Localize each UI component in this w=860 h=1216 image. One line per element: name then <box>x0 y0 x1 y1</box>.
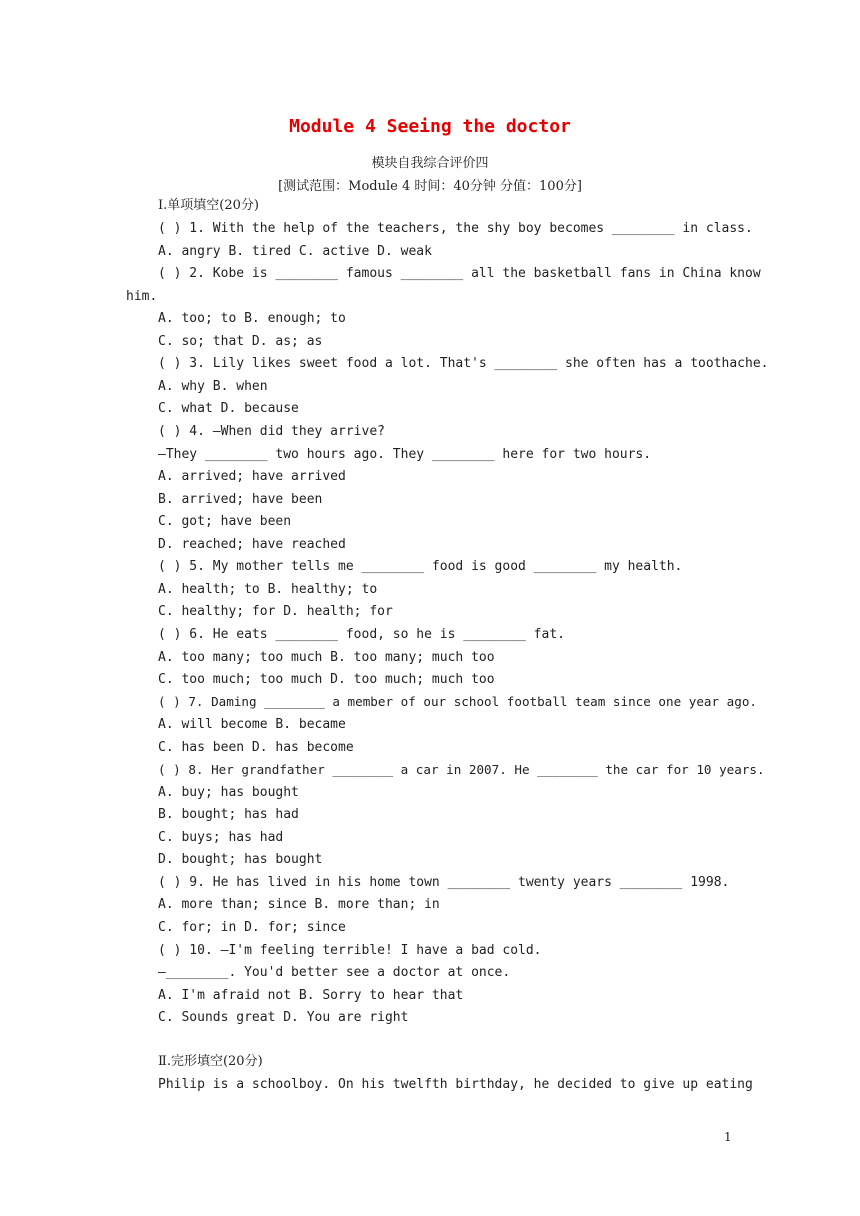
question-8-option-d: D. bought; has bought <box>158 852 323 867</box>
question-5-options-ab: A. health; to B. healthy; to <box>158 582 378 597</box>
question-4-option-a: A. arrived; have arrived <box>158 469 346 484</box>
section-2-heading: Ⅱ.完形填空(20分) <box>158 1054 263 1069</box>
document-title: Module 4 Seeing the doctor <box>289 116 571 137</box>
question-2-options-ab: A. too; to B. enough; to <box>158 311 346 326</box>
question-9-options-cd: C. for; in D. for; since <box>158 920 346 935</box>
question-8: ( ) 8. Her grandfather ________ a car in 2007. He ________ the car for 10 years. <box>158 762 765 777</box>
question-6-options-cd: C. too much; too much D. too much; much too <box>158 672 495 687</box>
question-5-options-cd: C. healthy; for D. health; for <box>158 604 393 619</box>
question-4-option-b: B. arrived; have been <box>158 492 323 507</box>
question-6: ( ) 6. He eats ________ food, so he is ________ fat. <box>158 627 565 642</box>
question-9-options-ab: A. more than; since B. more than; in <box>158 897 440 912</box>
question-7: ( ) 7. Daming ________ a member of our school football team since one year ago. <box>158 694 757 709</box>
question-4-continued: —They ________ two hours ago. They ________ here for two hours. <box>158 447 652 462</box>
question-3-options-cd: C. what D. because <box>158 401 299 416</box>
question-7-options-ab: A. will become B. became <box>158 717 346 732</box>
question-3: ( ) 3. Lily likes sweet food a lot. That's ________ she often has a toothache. <box>158 356 769 371</box>
question-10-options-ab: A. I'm afraid not B. Sorry to hear that <box>158 988 464 1003</box>
question-2-continued: him. <box>126 289 158 304</box>
test-scope: [测试范围：Module 4 时间：40分钟 分值：100分] <box>278 179 582 194</box>
question-5: ( ) 5. My mother tells me ________ food is good ________ my health. <box>158 559 683 574</box>
question-10-options-cd: C. Sounds great D. You are right <box>158 1010 409 1025</box>
question-3-options-ab: A. why B. when <box>158 379 268 394</box>
question-8-option-a: A. buy; has bought <box>158 785 299 800</box>
section-1-heading: Ⅰ.单项填空(20分) <box>158 198 259 213</box>
question-1: ( ) 1. With the help of the teachers, the shy boy becomes ________ in class. <box>158 221 753 236</box>
question-1-options: A. angry B. tired C. active D. weak <box>158 244 432 259</box>
question-4-option-d: D. reached; have reached <box>158 537 346 552</box>
question-10: ( ) 10. —I'm feeling terrible! I have a bad cold. <box>158 943 542 958</box>
question-7-options-cd: C. has been D. has become <box>158 740 354 755</box>
question-4: ( ) 4. —When did they arrive? <box>158 424 385 439</box>
cloze-passage-line: Philip is a schoolboy. On his twelfth birthday, he decided to give up eating <box>158 1077 753 1092</box>
question-2-options-cd: C. so; that D. as; as <box>158 334 323 349</box>
question-10-continued: —________. You'd better see a doctor at once. <box>158 965 511 980</box>
document-subtitle: 模块自我综合评价四 <box>371 156 489 171</box>
question-9: ( ) 9. He has lived in his home town ________ twenty years ________ 1998. <box>158 875 730 890</box>
question-2: ( ) 2. Kobe is ________ famous ________ all the basketball fans in China know <box>158 266 761 281</box>
question-4-option-c: C. got; have been <box>158 514 292 529</box>
page-number: 1 <box>724 1130 732 1144</box>
question-8-option-c: C. buys; has had <box>158 830 284 845</box>
question-6-options-ab: A. too many; too much B. too many; much too <box>158 650 495 665</box>
question-8-option-b: B. bought; has had <box>158 807 299 822</box>
